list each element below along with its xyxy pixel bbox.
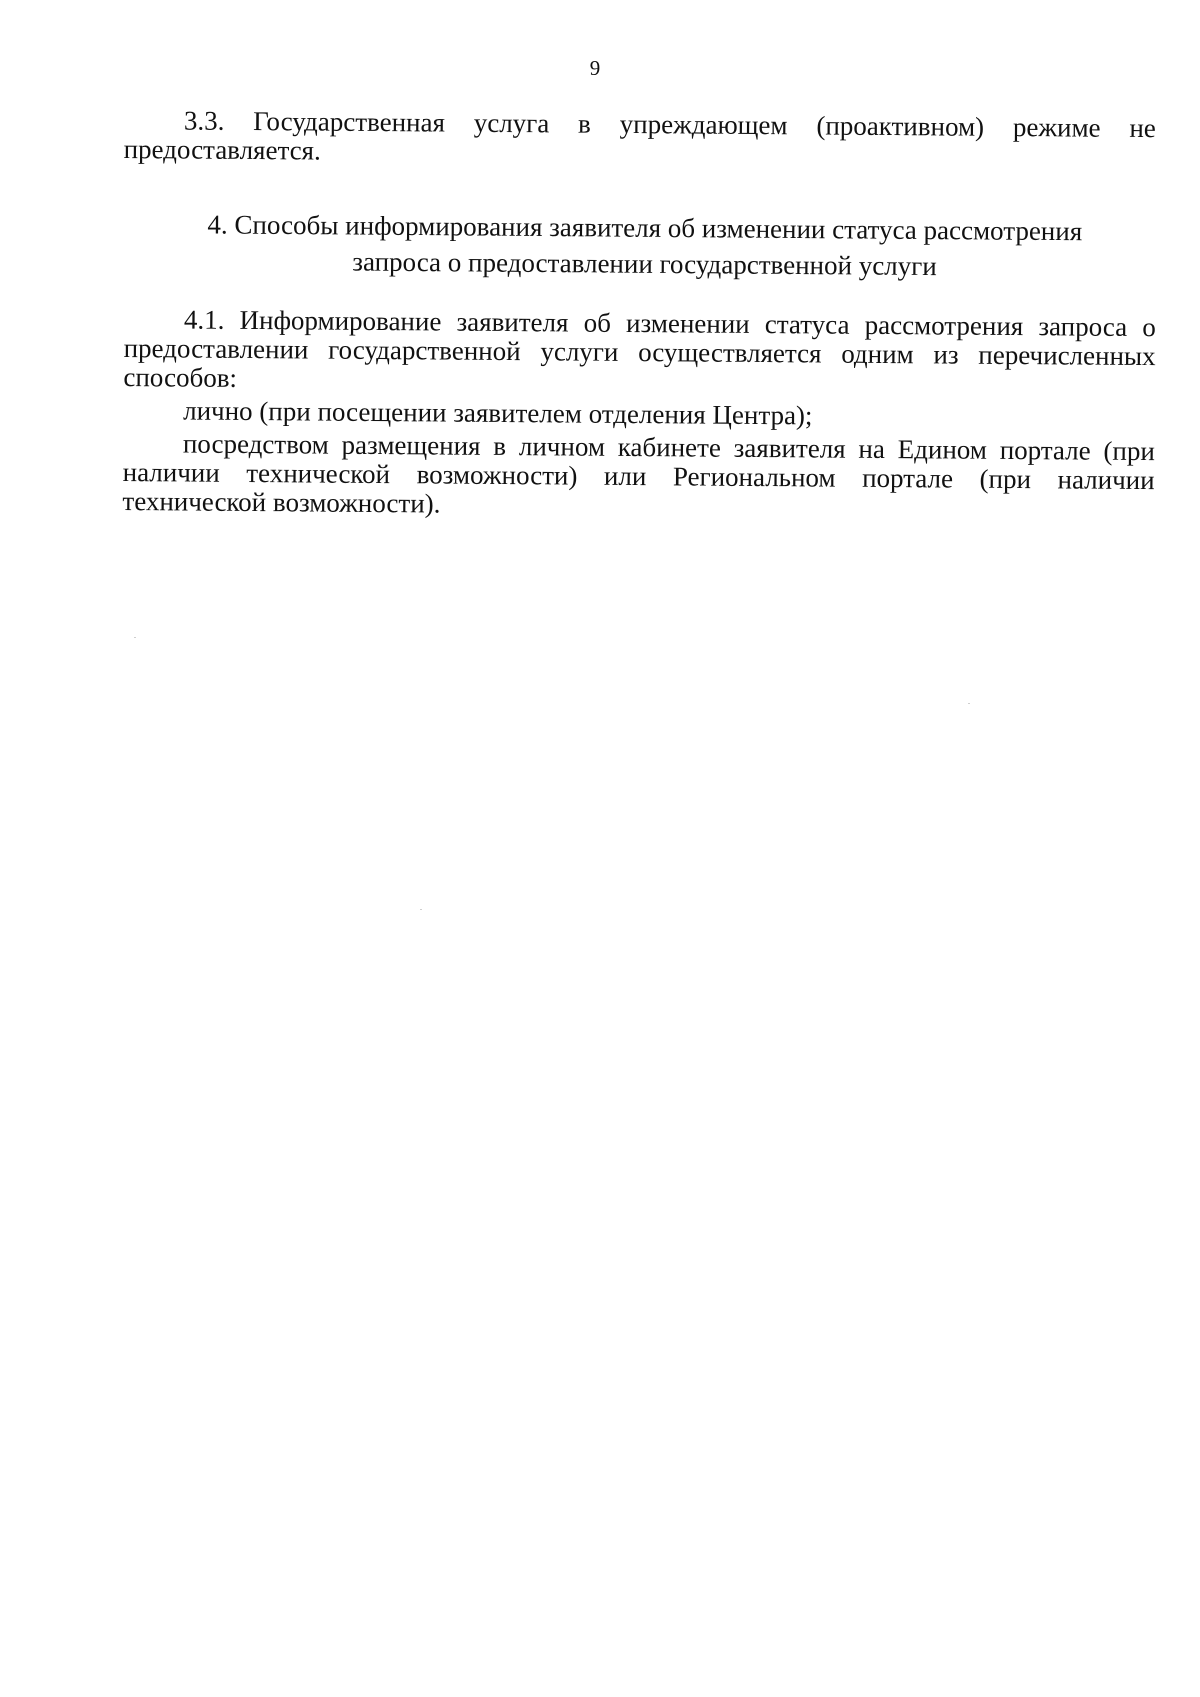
method-online: посредством размещения в личном кабинете заявителя на Едином портале (при наличии технической возможности) или Региональном портале (при наличии технической возможности). <box>122 428 1156 519</box>
paragraph-3-3: 3.3. Государственная услуга в упреждающем (проактивном) режиме не предоставляется. <box>123 105 1156 166</box>
section-4-heading-line-1: 4. Способы информирования заявителя об изменении статуса рассмотрения <box>207 209 1083 247</box>
section-4-heading-line-2: запроса о предоставлении государственной услуги <box>352 246 937 282</box>
scan-speck <box>968 703 970 704</box>
section-4-body <box>122 305 1156 524</box>
section-4-heading <box>164 206 1125 286</box>
page-number: 9 <box>589 56 601 80</box>
paragraph-4-1: 4.1. Информирование заявителя об изменении статуса рассмотрения запроса о предоставлении государственной услуги осуществляется одним из перечисленных способов: <box>123 304 1156 393</box>
method-in-person: лично (при посещении заявителем отделения Центра); <box>183 395 813 431</box>
scan-speck <box>420 909 422 910</box>
paragraph-3-3-block <box>124 106 1156 172</box>
scan-speck <box>134 637 136 638</box>
